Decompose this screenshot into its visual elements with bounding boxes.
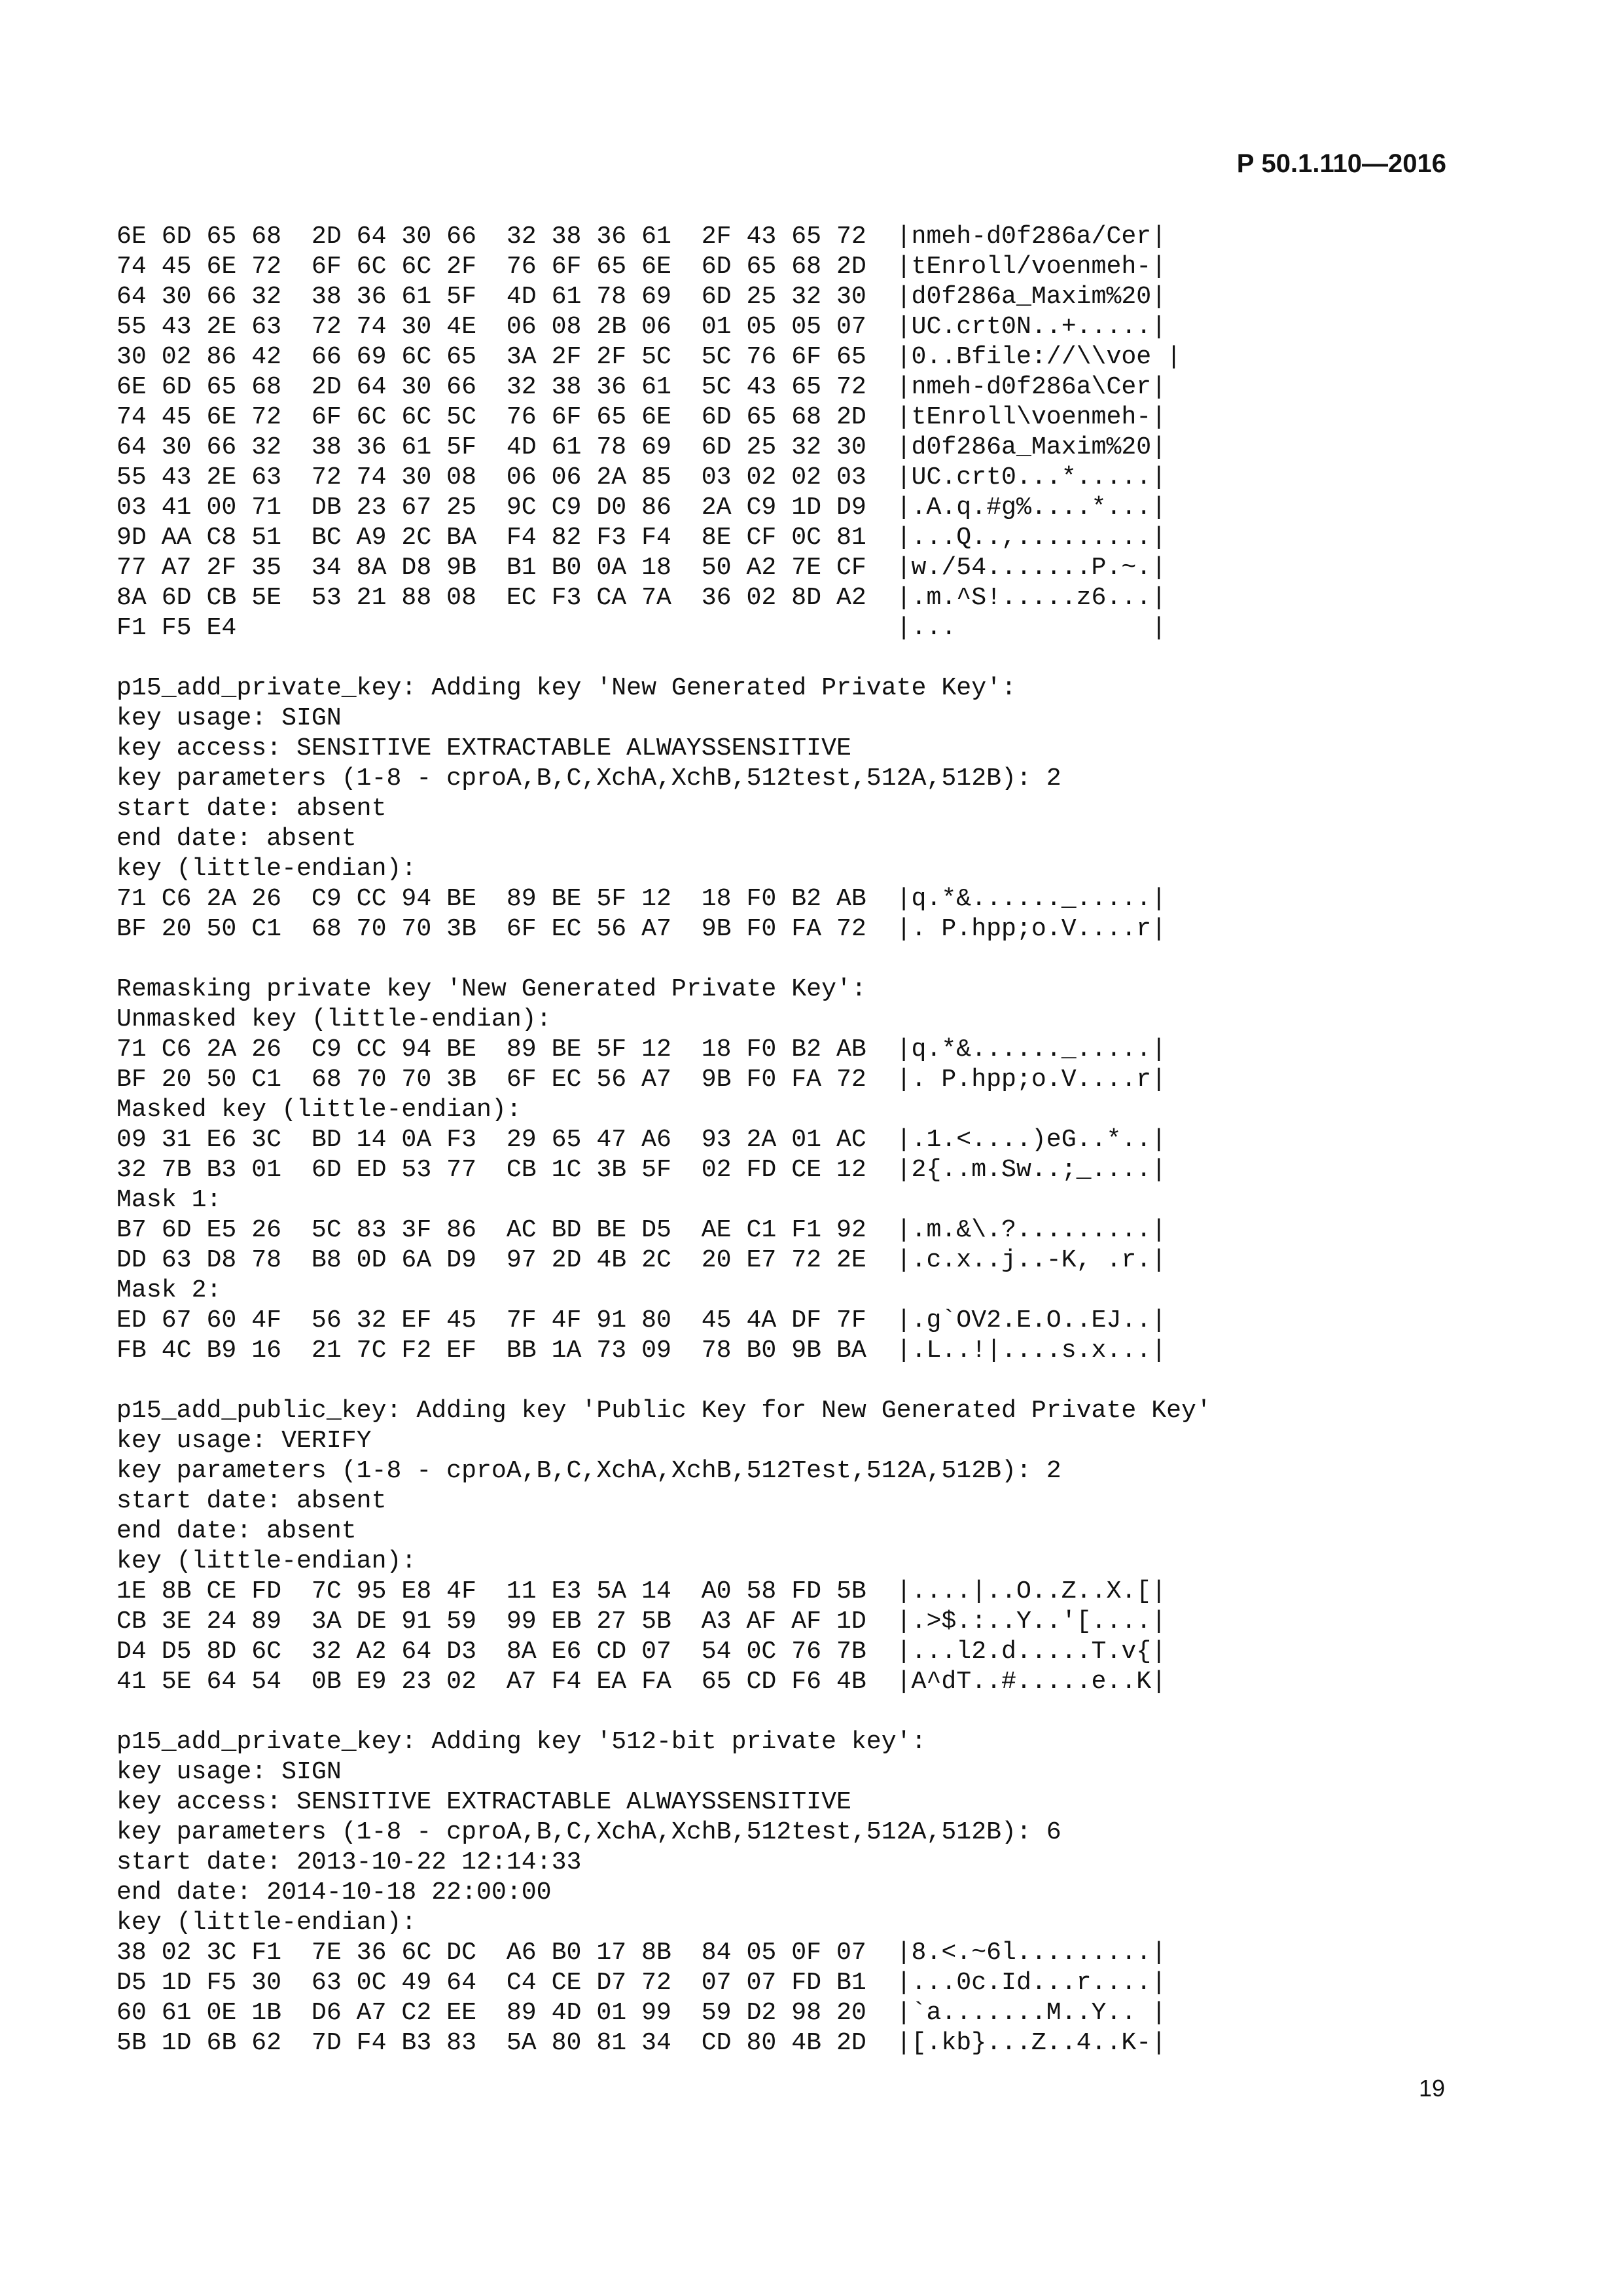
- listing-line: 74 45 6E 72 6F 6C 6C 5C 76 6F 65 6E 6D 65 68 2D |tEnroll\voenmeh-|: [116, 403, 1167, 431]
- listing-line: 09 31 E6 3C BD 14 0A F3 29 65 47 A6 93 2A 01 AC |.1.<....)eG..*..|: [116, 1126, 1167, 1154]
- listing-line: key (little-endian):: [116, 855, 417, 883]
- listing-line: Mask 2:: [116, 1276, 222, 1304]
- document-number: Р 50.1.110—2016: [1236, 149, 1446, 178]
- listing-line: key access: SENSITIVE EXTRACTABLE ALWAYSSENSITIVE: [116, 734, 851, 762]
- listing-line: key (little-endian):: [116, 1909, 417, 1937]
- listing-line: start date: 2013-10-22 12:14:33: [116, 1848, 582, 1876]
- listing-line: 71 C6 2A 26 C9 CC 94 BE 89 BE 5F 12 18 F0 B2 AB |q.*&......_.....|: [116, 1035, 1167, 1064]
- listing-line: D5 1D F5 30 63 0C 49 64 C4 CE D7 72 07 07 FD B1 |...0c.Id...r....|: [116, 1969, 1167, 1997]
- listing-line: 38 02 3C F1 7E 36 6C DC A6 B0 17 8B 84 05 0F 07 |8.<.~6l.........|: [116, 1939, 1167, 1967]
- listing-line: Unmasked key (little-endian):: [116, 1005, 552, 1033]
- listing-line: BF 20 50 C1 68 70 70 3B 6F EC 56 A7 9B F0 FA 72 |. P.hpp;o.V....r|: [116, 1066, 1167, 1094]
- listing-line: D4 D5 8D 6C 32 A2 64 D3 8A E6 CD 07 54 0C 76 7B |...l2.d.....T.v{|: [116, 1638, 1167, 1666]
- listing-line: 9D AA C8 51 BC A9 2C BA F4 82 F3 F4 8E CF 0C 81 |...Q..,.........|: [116, 524, 1167, 552]
- blank-line: [116, 944, 1465, 975]
- listing-line: 5B 1D 6B 62 7D F4 B3 83 5A 80 81 34 CD 80 4B 2D |[.kb}...Z..4..K-|: [116, 2029, 1167, 2057]
- page-number: 19: [1418, 2075, 1445, 2102]
- listing-line: 41 5E 64 54 0B E9 23 02 A7 F4 EA FA 65 CD F6 4B |A^dT..#.....e..K|: [116, 1668, 1167, 1696]
- blank-line: [116, 643, 1465, 673]
- listing-line: p15_add_private_key: Adding key 'New Generated Private Key':: [116, 674, 1016, 702]
- listing-line: key parameters (1-8 - cproA,B,C,XchA,XchB,512Test,512A,512B): 2: [116, 1457, 1061, 1485]
- listing-line: 32 7B B3 01 6D ED 53 77 CB 1C 3B 5F 02 FD CE 12 |2{..m.Sw..;_....|: [116, 1156, 1167, 1184]
- listing-line: key usage: VERIFY: [116, 1427, 372, 1455]
- blank-line: [116, 1697, 1465, 1727]
- listing-line: 71 C6 2A 26 C9 CC 94 BE 89 BE 5F 12 18 F0 B2 AB |q.*&......_.....|: [116, 885, 1167, 913]
- listing-line: 03 41 00 71 DB 23 67 25 9C C9 D0 86 2A C9 1D D9 |.A.q.#g%....*...|: [116, 493, 1167, 522]
- listing-line: start date: absent: [116, 1487, 387, 1515]
- listing-line: Masked key (little-endian):: [116, 1096, 522, 1124]
- listing-line: 74 45 6E 72 6F 6C 6C 2F 76 6F 65 6E 6D 65 68 2D |tEnroll/voenmeh-|: [116, 253, 1167, 281]
- listing-line: end date: 2014-10-18 22:00:00: [116, 1878, 552, 1907]
- listing-line: 8A 6D CB 5E 53 21 88 08 EC F3 CA 7A 36 02 8D A2 |.m.^S!.....z6...|: [116, 584, 1167, 612]
- listing-line: key parameters (1-8 - cproA,B,C,XchA,XchB,512test,512A,512B): 6: [116, 1818, 1061, 1846]
- listing-line: 55 43 2E 63 72 74 30 08 06 06 2A 85 03 02 02 03 |UC.crt0...*.....|: [116, 463, 1167, 492]
- listing-line: 6E 6D 65 68 2D 64 30 66 32 38 36 61 2F 43 65 72 |nmeh-d0f286a/Cer|: [116, 223, 1167, 251]
- blank-line: [116, 1366, 1465, 1396]
- listing-line: 77 A7 2F 35 34 8A D8 9B B1 B0 0A 18 50 A2 7E CF |w./54.......P.~.|: [116, 554, 1167, 582]
- listing-line: start date: absent: [116, 795, 387, 823]
- listing-line: 6E 6D 65 68 2D 64 30 66 32 38 36 61 5C 43 65 72 |nmeh-d0f286a\Cer|: [116, 373, 1167, 401]
- listing-line: 30 02 86 42 66 69 6C 65 3A 2F 2F 5C 5C 76 6F 65 |0..Bfile://\\voe |: [116, 343, 1182, 371]
- listing-line: key parameters (1-8 - cproA,B,C,XchA,XchB,512test,512A,512B): 2: [116, 764, 1061, 793]
- listing-line: 60 61 0E 1B D6 A7 C2 EE 89 4D 01 99 59 D2 98 20 |`a.......M..Y.. |: [116, 1999, 1167, 2027]
- listing-line: FB 4C B9 16 21 7C F2 EF BB 1A 73 09 78 B0 9B BA |.L..!|....s.x...|: [116, 1336, 1167, 1365]
- listing-line: DD 63 D8 78 B8 0D 6A D9 97 2D 4B 2C 20 E7 72 2E |.c.x..j..-K, .r.|: [116, 1246, 1167, 1274]
- listing-line: ED 67 60 4F 56 32 EF 45 7F 4F 91 80 45 4A DF 7F |.g`OV2.E.O..EJ..|: [116, 1306, 1167, 1335]
- listing-line: key usage: SIGN: [116, 1758, 342, 1786]
- listing-line: 1E 8B CE FD 7C 95 E8 4F 11 E3 5A 14 A0 58 FD 5B |....|..O..Z..X.[|: [116, 1577, 1167, 1605]
- listing-line: end date: absent: [116, 1517, 357, 1545]
- listing-line: BF 20 50 C1 68 70 70 3B 6F EC 56 A7 9B F0 FA 72 |. P.hpp;o.V....r|: [116, 915, 1167, 943]
- listing-line: end date: absent: [116, 825, 357, 853]
- listing-line: p15_add_public_key: Adding key 'Public Key for New Generated Private Key': [116, 1397, 1211, 1425]
- listing-line: F1 F5 E4 |... |: [116, 614, 1167, 642]
- listing-line: CB 3E 24 89 3A DE 91 59 99 EB 27 5B A3 AF AF 1D |.>$.:..Y..'[....|: [116, 1607, 1167, 1636]
- listing-line: key access: SENSITIVE EXTRACTABLE ALWAYSSENSITIVE: [116, 1788, 851, 1816]
- listing-line: Mask 1:: [116, 1186, 222, 1214]
- listing-line: 55 43 2E 63 72 74 30 4E 06 08 2B 06 01 05 05 07 |UC.crt0N..+.....|: [116, 313, 1167, 341]
- hex-dump-listing: [116, 222, 1465, 2058]
- listing-line: 64 30 66 32 38 36 61 5F 4D 61 78 69 6D 25 32 30 |d0f286a_Maxim%20|: [116, 283, 1167, 311]
- listing-line: 64 30 66 32 38 36 61 5F 4D 61 78 69 6D 25 32 30 |d0f286a_Maxim%20|: [116, 433, 1167, 461]
- listing-line: key (little-endian):: [116, 1547, 417, 1575]
- listing-line: key usage: SIGN: [116, 704, 342, 732]
- listing-line: Remasking private key 'New Generated Private Key':: [116, 975, 866, 1003]
- listing-line: p15_add_private_key: Adding key '512-bit private key':: [116, 1728, 927, 1756]
- listing-line: B7 6D E5 26 5C 83 3F 86 AC BD BE D5 AE C1 F1 92 |.m.&\.?.........|: [116, 1216, 1167, 1244]
